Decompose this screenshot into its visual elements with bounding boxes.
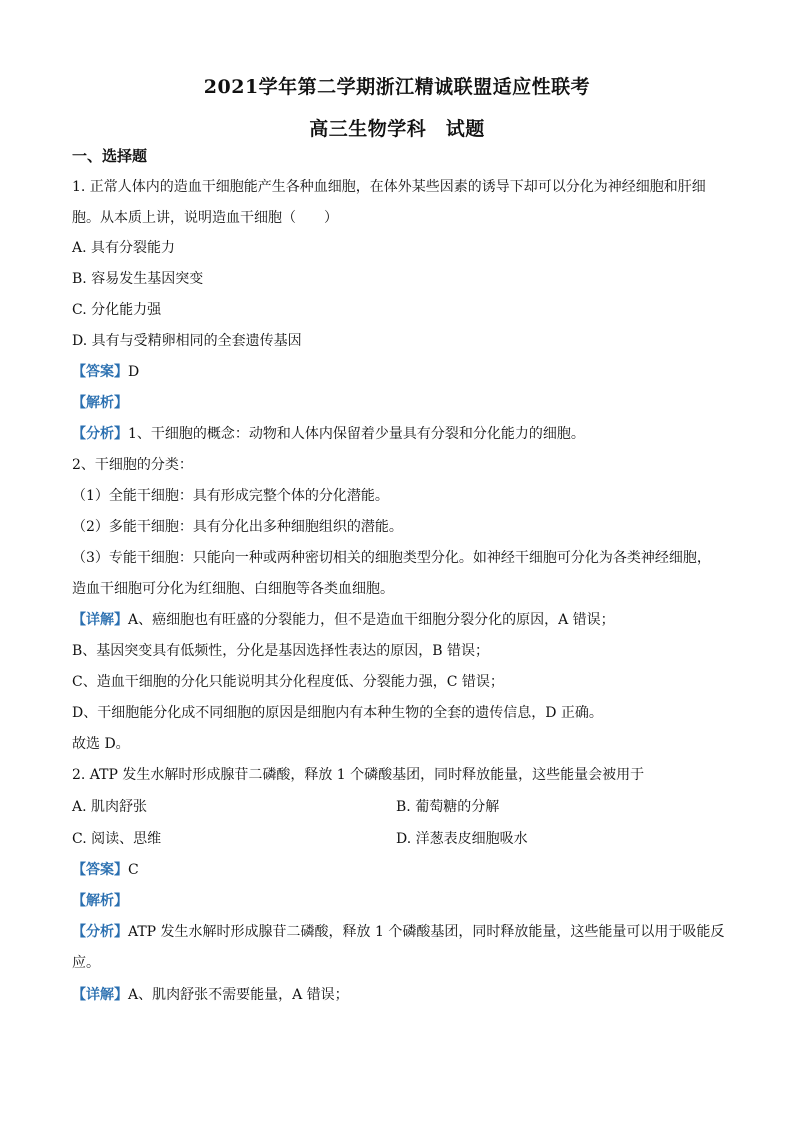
q1-fenxi-line6: 造血干细胞可分化为红细胞、白细胞等各类血细胞。 [72,581,394,597]
q1-fenxi-line2: 2、干细胞的分类： [72,457,193,473]
q2-option-b: B. 葡萄糖的分解 [396,799,500,815]
q1-answer [72,362,139,382]
q2-option-c: C. 阅读、思维 [72,831,162,847]
section-heading: 一、选择题 [72,147,148,165]
detail-a-text: A、肌肉舒张不需要能量，A 错误； [128,987,349,1003]
answer-tag: 【答案】 [72,364,128,380]
q1-fenxi-line4: （2）多能干细胞：具有分化出多种细胞组织的潜能。 [72,519,403,535]
q2-option-a: A. 肌肉舒张 [72,799,148,815]
fenxi-tag: 【分析】 [72,426,128,442]
q2-fenxi-line2: 应。 [72,955,100,971]
fenxi-text: ATP 发生水解时形成腺苷二磷酸，释放 1 个磷酸基团，同时释放能量，这些能量可以用于吸能反 [128,924,725,940]
q2-analysis-tag [72,891,128,911]
q1-analysis-tag [72,393,128,413]
q1-detail-c: C、造血干细胞的分化只能说明其分化程度低、分裂能力强，C 错误； [72,674,504,690]
q1-option-d: D. 具有与受精卵相同的全套遗传基因 [72,333,302,349]
analysis-tag: 【解析】 [72,893,128,909]
exam-subtitle: 高三生物学科 试题 [309,118,485,140]
q1-stem-line2: 胞。从本质上讲，说明造血干细胞（ ） [72,210,338,226]
q1-fenxi-line5: （3）专能干细胞：只能向一种或两种密切相关的细胞类型分化。如神经干细胞可分化为各类神经细胞， [72,550,711,566]
q1-stem-line1: 1. 正常人体内的造血干细胞能产生各种血细胞，在体外某些因素的诱导下却可以分化为神经细胞和肝细 [72,179,706,195]
q2-stem: 2. ATP 发生水解时形成腺苷二磷酸，释放 1 个磷酸基团，同时释放能量，这些能量会被用于 [72,767,645,783]
q1-fenxi-line3: （1）全能干细胞：具有形成完整个体的分化潜能。 [72,488,389,504]
q2-option-d: D. 洋葱表皮细胞吸水 [396,831,528,847]
q2-fenxi [72,922,724,942]
detail-tag: 【详解】 [72,612,128,628]
q1-option-c: C. 分化能力强 [72,302,162,318]
fenxi-tag: 【分析】 [72,924,128,940]
q1-detail-b: B、基因突变具有低频性，分化是基因选择性表达的原因，B 错误； [72,643,490,659]
analysis-tag: 【解析】 [72,395,128,411]
q1-fenxi [72,424,585,444]
answer-tag: 【答案】 [72,862,128,878]
q1-detail-a [72,610,615,630]
fenxi-text: 1、干细胞的概念：动物和人体内保留着少量具有分裂和分化能力的细胞。 [128,426,585,442]
detail-a-text: A、癌细胞也有旺盛的分裂能力，但不是造血干细胞分裂分化的原因，A 错误； [128,612,615,628]
exam-title: 2021学年第二学期浙江精诚联盟适应性联考 [203,76,591,98]
q2-answer [72,860,139,880]
q1-conclusion: 故选 D。 [72,736,130,752]
q1-option-a: A. 具有分裂能力 [72,240,176,256]
q2-detail-a [72,985,349,1005]
detail-tag: 【详解】 [72,987,128,1003]
answer-value: C [128,862,139,878]
answer-value: D [128,364,140,380]
q1-option-b: B. 容易发生基因突变 [72,271,204,287]
q1-detail-d: D、干细胞能分化成不同细胞的原因是细胞内有本种生物的全套的遗传信息，D 正确。 [72,705,603,721]
